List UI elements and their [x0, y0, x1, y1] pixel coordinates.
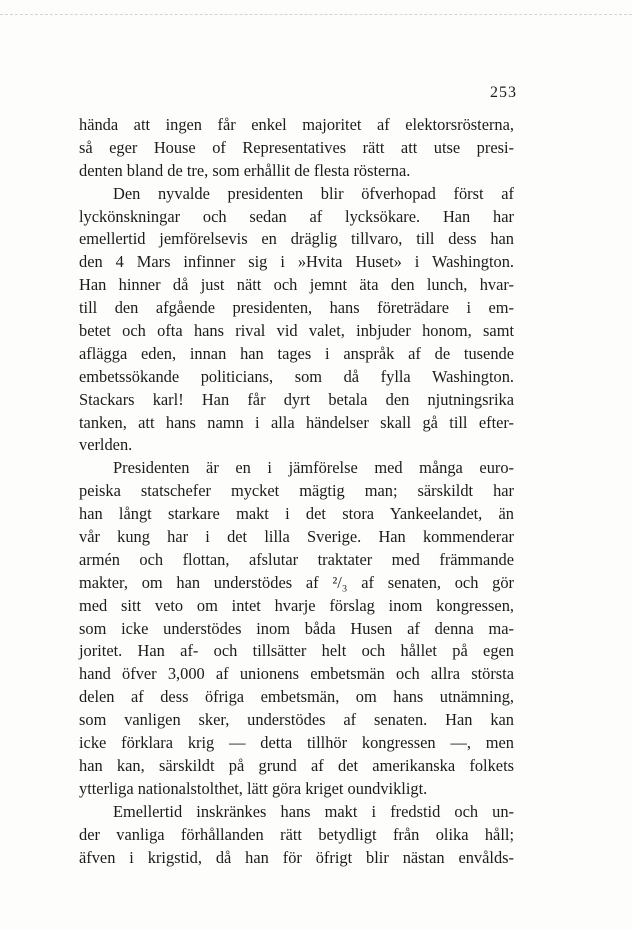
- text-line: verlden.: [79, 435, 133, 455]
- page-number: 253: [490, 84, 517, 101]
- text-line: han kan, särskildt på grund af det amerikanska folkets: [79, 755, 514, 775]
- text-line: vår kung har i det lilla Sverige. Han kommenderar: [79, 527, 514, 547]
- text-line: tanken, att hans namn i alla händelser skall gå till efter-: [79, 412, 514, 432]
- text-line: joritet. Han af- och tillsätter helt och hållet på egen: [79, 641, 514, 661]
- text-line: som vanligen sker, understödes af senaten. Han kan: [79, 710, 514, 730]
- text-line: ytterliga nationalstolthet, lätt göra kriget oundvikligt.: [79, 778, 428, 798]
- text-line: betet och ofta hans rival vid valet, inbjuder honom, samt: [79, 321, 514, 341]
- text-line: makter, om han understödes af ²/₃ af senaten, och gör: [79, 572, 514, 592]
- text-line: der vanliga förhållanden rätt betydligt från olika håll;: [79, 824, 514, 844]
- text-line: äfven i krigstid, då han för öfrigt blir nästan envålds-: [79, 847, 514, 867]
- text-line: delen af dess öfriga embetsmän, om hans utnämning,: [79, 687, 514, 707]
- body-text: [79, 114, 514, 869]
- text-line: med sitt veto om intet hvarje förslag inom kongressen,: [79, 595, 514, 615]
- text-line: till den afgående presidenten, hans företrädare i em-: [79, 298, 514, 318]
- text-line: Han hinner då just nätt och jemnt äta den lunch, hvar-: [79, 275, 514, 295]
- text-line: icke förklara krig — detta tillhör kongressen —, men: [79, 733, 514, 753]
- text-line: Den nyvalde presidenten blir öfverhopad först af: [113, 183, 514, 203]
- text-line: hända att ingen får enkel majoritet af elektorsrösterna,: [79, 115, 514, 134]
- text-line: så eger House of Representatives rätt att utse presi-: [79, 137, 514, 157]
- text-line: Presidenten är en i jämförelse med många euro-: [113, 458, 514, 478]
- text-line: armén och flottan, afslutar traktater med främmande: [79, 549, 514, 569]
- text-line: aflägga eden, innan han tages i anspråk af de tusende: [79, 343, 514, 363]
- text-line: som icke understödes inom båda Husen af denna ma-: [79, 618, 514, 638]
- text-line: denten bland de tre, som erhållit de flesta rösterna.: [79, 160, 411, 180]
- text-line: embetssökande politicians, som då fylla Washington.: [79, 366, 514, 386]
- text-line: emellertid jemförelsevis en dräglig tillvaro, till dess han: [79, 229, 514, 249]
- text-line: Stackars karl! Han får dyrt betala den njutningsrika: [79, 389, 514, 409]
- text-line: hand öfver 3,000 af unionens embetsmän och allra största: [79, 664, 514, 684]
- text-line: peiska statschefer mycket mägtig man; särskildt har: [79, 481, 514, 501]
- text-line: lyckönskningar och sedan af lycksökare. Han har: [79, 206, 514, 226]
- text-line: han långt starkare makt i det stora Yankeelandet, än: [79, 504, 514, 524]
- scan-edge-line: [0, 14, 632, 15]
- text-line: Emellertid inskränkes hans makt i fredstid och un-: [113, 801, 514, 821]
- text-line: den 4 Mars infinner sig i »Hvita Huset» i Washington.: [79, 252, 514, 272]
